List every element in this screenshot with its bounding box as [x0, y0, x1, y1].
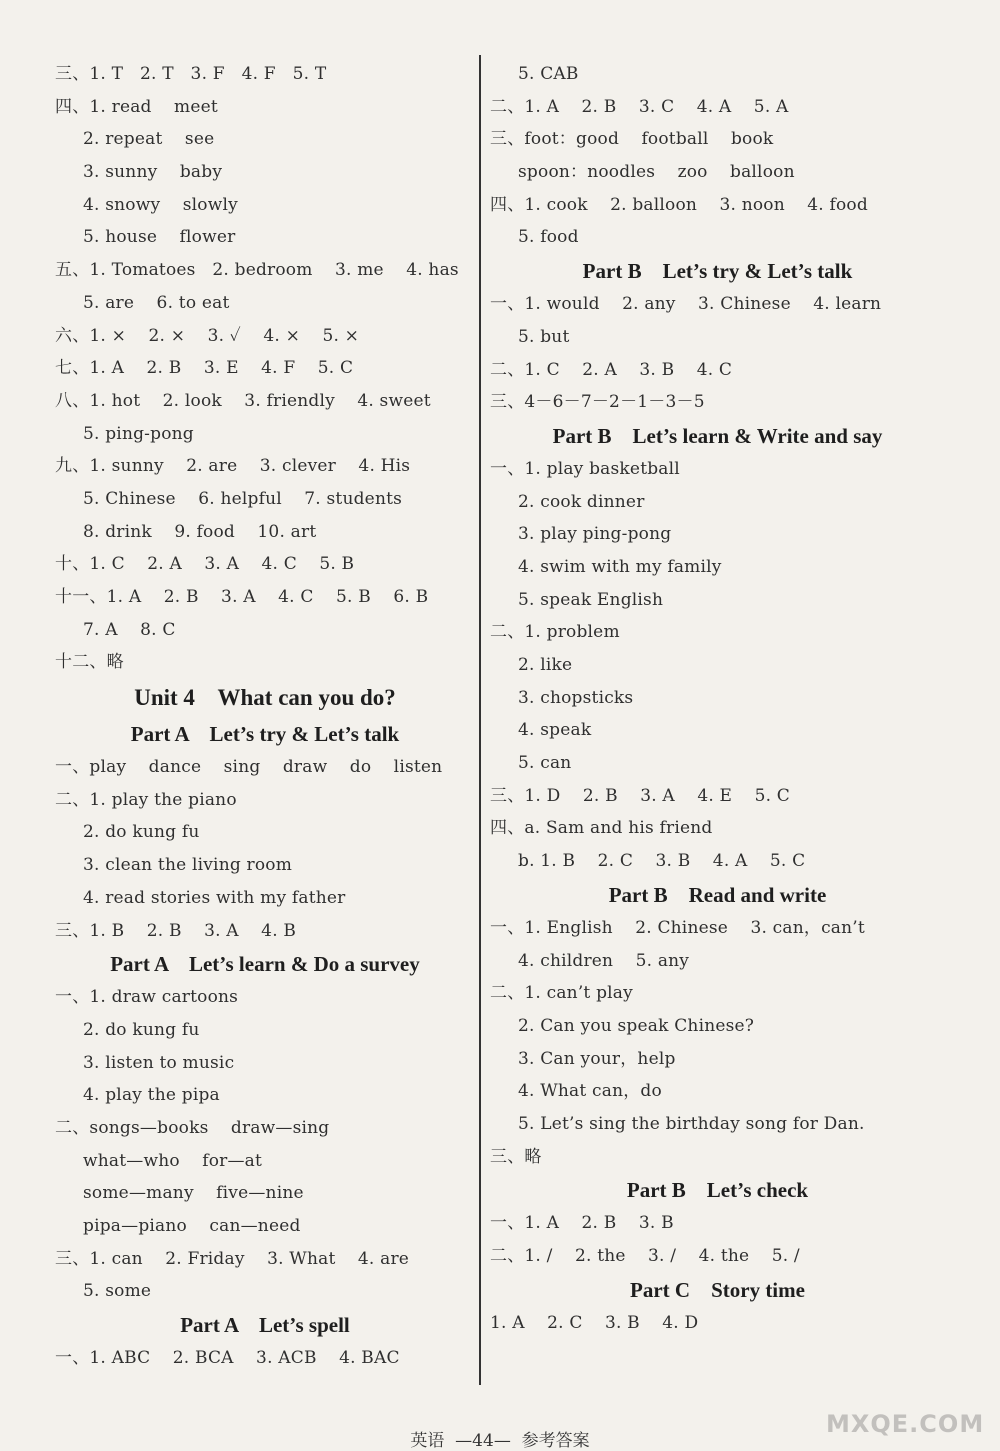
answer-line: 3. listen to music [83, 1052, 235, 1073]
answer-line: 4. snowy slowly [83, 194, 238, 215]
answer-line: 4. read stories with my father [83, 887, 346, 908]
answer-line: 二、1. play the piano [55, 789, 237, 810]
answer-line: 5. can [518, 753, 572, 774]
answer-line: spoon：noodles zoo balloon [518, 162, 795, 183]
answer-line: 三、1. T 2. T 3. F 4. F 5. T [55, 64, 327, 84]
answer-line: 八、1. hot 2. look 3. friendly 4. sweet [55, 390, 431, 411]
answer-line: 2. do kung fu [83, 822, 200, 843]
answer-line: 三、1. B 2. B 3. A 4. B [55, 920, 297, 941]
answer-line: 5. speak English [518, 589, 664, 610]
section-heading: Part A Let’s learn & Do a survey [110, 952, 420, 977]
answer-line: 四、1. cook 2. balloon 3. noon 4. food [490, 194, 868, 215]
answer-line: 5. Chinese 6. helpful 7. students [83, 488, 403, 509]
answer-line: 2. cook dinner [518, 491, 645, 512]
answer-line: 三、1. D 2. B 3. A 4. E 5. C [490, 785, 790, 806]
left-column [55, 58, 475, 1375]
answer-line: 2. repeat see [83, 129, 215, 150]
answer-line: 3. Can your，help [518, 1048, 676, 1069]
answer-line: 三、1. can 2. Friday 3. What 4. are [55, 1248, 410, 1269]
answer-line: 七、1. A 2. B 3. E 4. F 5. C [55, 358, 354, 379]
section-heading: Part A Let’s spell [180, 1313, 350, 1338]
answer-line: 4. speak [518, 720, 592, 741]
answer-line: 一、1. draw cartoons [55, 987, 239, 1008]
section-heading: Part B Read and write [608, 882, 827, 907]
answer-line: 3. clean the living room [83, 855, 293, 876]
answer-line: 3. chopsticks [518, 687, 634, 708]
answer-line: 5. but [518, 326, 570, 347]
answer-line: what—who for—at [83, 1150, 263, 1171]
answer-line: 二、1. A 2. B 3. C 4. A 5. A [490, 96, 789, 117]
answer-line: 4. play the pipa [83, 1085, 220, 1106]
answer-line: 六、1. × 2. × 3. ✓ 4. × 5. × [55, 325, 360, 346]
section-heading: Part A Let’s try & Let’s talk [130, 722, 400, 747]
answer-line: 5. ping-pong [83, 423, 194, 444]
answer-line: 二、1. problem [490, 622, 620, 643]
answer-line: 一、1. play basketball [490, 458, 680, 479]
watermark-url: MXQE.COM [826, 1410, 985, 1438]
answer-line: 二、songs—books draw—sing [55, 1117, 330, 1138]
watermark [822, 1360, 992, 1444]
section-heading: Part B Let’s try & Let’s talk [582, 259, 853, 284]
section-heading: Part C Story time [630, 1277, 805, 1302]
answer-line: 十一、1. A 2. B 3. A 4. C 5. B 6. B [55, 587, 429, 607]
answer-line: 九、1. sunny 2. are 3. clever 4. His [55, 456, 411, 477]
answer-line: 4. swim with my family [518, 556, 722, 577]
answer-line: 5. Let’s sing the birthday song for Dan. [518, 1113, 865, 1134]
answer-line: 一、play dance sing draw do listen [55, 757, 443, 778]
answer-line: 4. children 5. any [518, 950, 690, 971]
answer-line: 十二、略 [55, 652, 124, 673]
answer-line: 二、1. / 2. the 3. / 4. the 5. / [490, 1246, 800, 1266]
answer-line: 三、略 [490, 1146, 542, 1167]
answer-line: 7. A 8. C [83, 619, 176, 640]
answer-line: 一、1. ABC 2. BCA 3. ACB 4. BAC [55, 1348, 400, 1369]
answer-line: 3. play ping-pong [518, 524, 672, 545]
answer-line: 十、1. C 2. A 3. A 4. C 5. B [55, 554, 355, 575]
answer-line: 5. house flower [83, 227, 236, 248]
answer-line: pipa—piano can—need [83, 1216, 301, 1236]
answer-line: 8. drink 9. food 10. art [83, 521, 317, 542]
answer-line: 3. sunny baby [83, 162, 223, 183]
answer-line: 三、4－6－7－2－1－3－5 [490, 392, 705, 413]
answer-line: b. 1. B 2. C 3. B 4. A 5. C [518, 851, 806, 872]
answer-line: 2. like [518, 655, 573, 675]
answer-line: 一、1. English 2. Chinese 3. can，can’t [490, 917, 865, 938]
answer-line: 4. What can，do [518, 1081, 662, 1102]
section-heading: Part B Let’s learn & Write and say [552, 423, 883, 448]
answer-line: 2. Can you speak Chinese? [518, 1015, 755, 1036]
answer-line: 5. CAB [518, 64, 579, 84]
answer-line: 五、1. Tomatoes 2. bedroom 3. me 4. has [55, 260, 459, 281]
watermark-logo [822, 1360, 992, 1410]
answer-line: 三、foot：good football book [490, 129, 774, 150]
answer-line: 5. some [83, 1281, 152, 1302]
right-column [490, 58, 945, 1339]
answer-line: 5. food [518, 227, 579, 248]
answer-line: 一、1. A 2. B 3. B [490, 1213, 674, 1234]
answer-line: 5. are 6. to eat [83, 292, 230, 313]
answer-line: 2. do kung fu [83, 1019, 200, 1040]
answer-line: 二、1. C 2. A 3. B 4. C [490, 359, 733, 380]
page-footer: 英语 —44— 参考答案 [410, 1431, 590, 1451]
answer-line: 一、1. would 2. any 3. Chinese 4. learn [490, 294, 882, 315]
section-heading: Part B Let’s check [626, 1178, 809, 1203]
answer-line: 1. A 2. C 3. B 4. D [490, 1312, 699, 1333]
unit-title: Unit 4 What can you do? [134, 685, 396, 711]
answer-line: 四、1. read meet [55, 96, 218, 117]
answer-line: 四、a. Sam and his friend [490, 818, 713, 839]
answer-line: some—many five—nine [83, 1183, 304, 1204]
answer-line: 二、1. can’t play [490, 983, 633, 1004]
column-divider [479, 55, 481, 1385]
